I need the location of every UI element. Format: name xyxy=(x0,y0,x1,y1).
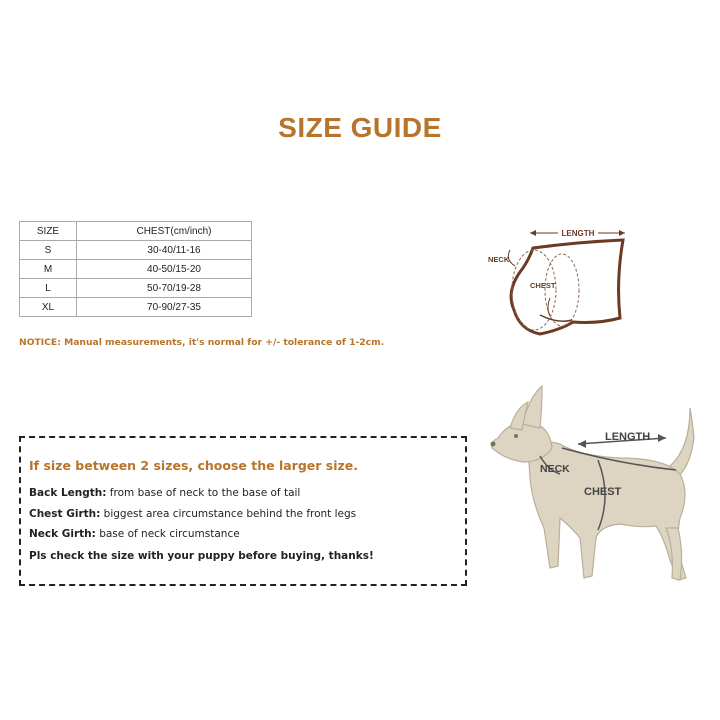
tips-heading: If size between 2 sizes, choose the larger size. xyxy=(29,458,359,473)
size-cell: S xyxy=(20,241,77,260)
closing-note: Pls check the size with your puppy before buying, thanks! xyxy=(29,550,374,562)
garment-chest-label: CHEST xyxy=(530,281,556,290)
garment-length-label: LENGTH xyxy=(561,229,595,238)
chest-girth-line xyxy=(29,508,356,520)
tips-box xyxy=(19,436,467,586)
dog-length-label: LENGTH xyxy=(605,431,651,443)
dog-diagram xyxy=(480,378,710,598)
chest-cell: 50-70/19-28 xyxy=(77,279,252,298)
table-row xyxy=(20,279,252,298)
table-row xyxy=(20,298,252,317)
table-row xyxy=(20,260,252,279)
garment-neck-label: NECK xyxy=(488,255,510,264)
table-header-row xyxy=(20,222,252,241)
back-length-text: from base of neck to the base of tail xyxy=(106,487,301,499)
dog-silhouette xyxy=(492,386,694,580)
dog-chest-label: CHEST xyxy=(584,486,622,498)
dog-nose xyxy=(491,442,496,447)
garment-diagram xyxy=(480,220,650,360)
length-arrow-right-head xyxy=(619,230,625,236)
back-length-label: Back Length: xyxy=(29,487,107,499)
dog-length-arrow-left-head xyxy=(578,440,586,448)
chest-cell: 30-40/11-16 xyxy=(77,241,252,260)
neck-girth-line xyxy=(29,528,240,540)
dog-length-arrow-right-head xyxy=(658,434,666,442)
neck-girth-text: base of neck circumstance xyxy=(95,528,240,540)
length-arrow-left-head xyxy=(530,230,536,236)
table-header-size: SIZE xyxy=(20,222,77,241)
table-header-chest: CHEST(cm/inch) xyxy=(77,222,252,241)
tolerance-notice: NOTICE: Manual measurements, it's normal for +/- tolerance of 1-2cm. xyxy=(19,337,385,348)
garment-outline xyxy=(511,240,623,334)
neck-girth-label: Neck Girth: xyxy=(29,528,96,540)
dog-neck-label: NECK xyxy=(540,463,570,475)
dog-eye xyxy=(514,434,518,438)
neck-arrow xyxy=(508,250,515,266)
table-row xyxy=(20,241,252,260)
size-cell: M xyxy=(20,260,77,279)
page-title: SIZE GUIDE xyxy=(278,112,442,143)
size-cell: L xyxy=(20,279,77,298)
chest-girth-label: Chest Girth: xyxy=(29,508,101,520)
size-cell: XL xyxy=(20,298,77,317)
chest-cell: 70-90/27-35 xyxy=(77,298,252,317)
chest-cell: 40-50/15-20 xyxy=(77,260,252,279)
size-table xyxy=(19,221,252,317)
chest-girth-text: biggest area circumstance behind the front legs xyxy=(100,508,357,520)
back-length-line xyxy=(29,487,300,499)
